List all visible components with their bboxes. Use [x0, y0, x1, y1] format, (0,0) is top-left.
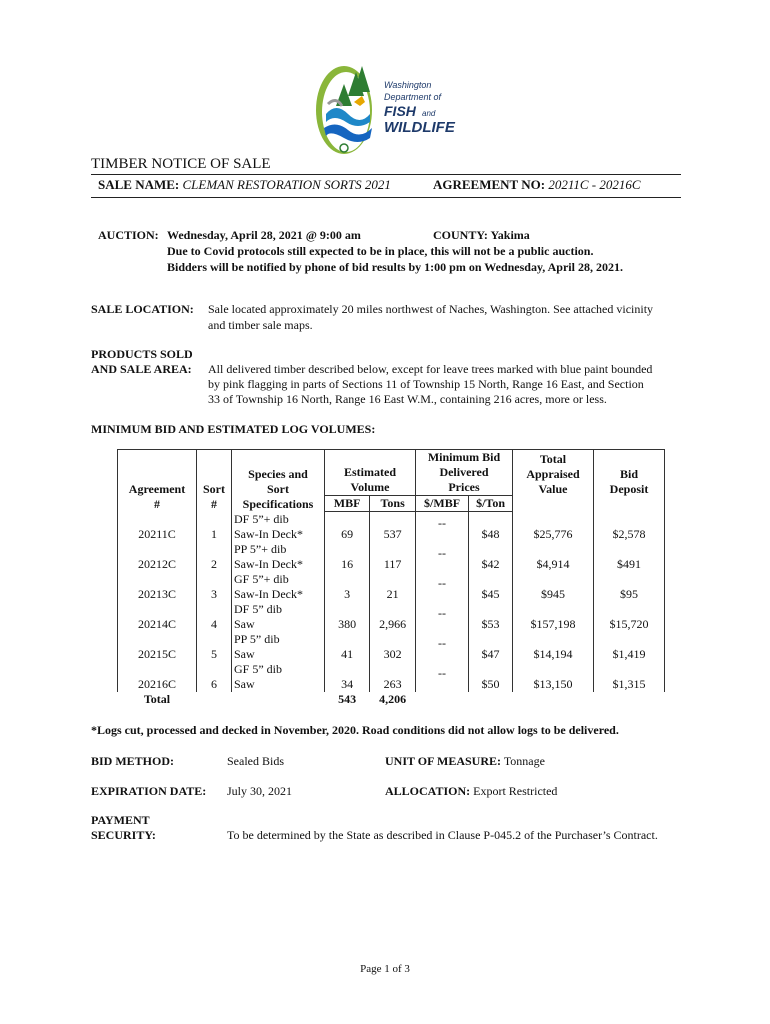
svg-text:Department of: Department of [384, 92, 442, 102]
per-ton-cell: $50 [469, 662, 513, 692]
agreement-cell: 20215C [118, 632, 197, 662]
products-line1: All delivered timber described below, except for leave trees marked with blue paint bounded [208, 362, 653, 376]
per-mbf-cell: -- [416, 512, 469, 542]
header-rule-top [91, 174, 681, 175]
sale-name [98, 177, 391, 193]
total-value-cell: $14,194 [513, 632, 594, 662]
mbf-cell: 16 [325, 542, 370, 572]
page-number: Page 1 of 3 [360, 963, 410, 975]
species-cell: DF 5” dib Saw [232, 602, 325, 632]
col-agreement-header: Agreement # [118, 450, 197, 512]
agreement-cell: 20211C [118, 512, 197, 542]
expiration-label: EXPIRATION DATE: [91, 784, 207, 798]
sale-location-line1: Sale located approximately 20 miles northwest of Naches, Washington. See attached vicinity [208, 302, 654, 316]
sale-location-label: SALE LOCATION: [91, 302, 194, 316]
per-mbf-cell: -- [416, 542, 469, 572]
table-row [118, 602, 665, 632]
log-volume-table [117, 449, 665, 707]
table-row [118, 572, 665, 602]
sale-name-value: CLEMAN RESTORATION SORTS 2021 [182, 177, 391, 192]
species-cell: DF 5”+ dib Saw-In Deck* [232, 512, 325, 542]
table-row [118, 632, 665, 662]
total-value-cell: $157,198 [513, 602, 594, 632]
agreement-cell: 20213C [118, 572, 197, 602]
species-cell: GF 5”+ dib Saw-In Deck* [232, 572, 325, 602]
sale-location-line2: and timber sale maps. [208, 318, 313, 332]
col-species-header: Species and Sort Specifications [232, 450, 325, 512]
per-ton-cell: $42 [469, 542, 513, 572]
agreement-label: AGREEMENT NO: [433, 177, 546, 192]
mbf-cell: 41 [325, 632, 370, 662]
mbf-cell: 3 [325, 572, 370, 602]
header-rule-bottom [91, 197, 681, 198]
sort-cell: 1 [197, 512, 232, 542]
per-mbf-cell: -- [416, 602, 469, 632]
expiration-value: July 30, 2021 [227, 784, 293, 798]
col-mbf-header: MBF [325, 496, 370, 512]
agreement-cell: 20216C [118, 662, 197, 692]
mbf-cell: 69 [325, 512, 370, 542]
per-ton-cell: $47 [469, 632, 513, 662]
col-per-ton-header: $/Ton [469, 496, 513, 512]
per-mbf-cell: -- [416, 572, 469, 602]
mbf-cell: 34 [325, 662, 370, 692]
deposit-cell: $2,578 [594, 512, 665, 542]
min-bid-heading: MINIMUM BID AND ESTIMATED LOG VOLUMES: [91, 422, 376, 436]
auction-label: AUCTION: [98, 228, 159, 242]
per-ton-cell: $48 [469, 512, 513, 542]
per-mbf-cell: -- [416, 632, 469, 662]
sale-name-label: SALE NAME: [98, 177, 180, 192]
svg-text:WILDLIFE: WILDLIFE [384, 119, 455, 136]
allocation [385, 783, 557, 799]
tons-cell: 302 [370, 632, 416, 662]
payment-label-1: PAYMENT [91, 813, 150, 827]
total-value-cell: $4,914 [513, 542, 594, 572]
deposit-cell: $491 [594, 542, 665, 572]
table-row [118, 662, 665, 692]
tons-cell: 117 [370, 542, 416, 572]
tons-cell: 537 [370, 512, 416, 542]
unit-label: UNIT OF MEASURE: [385, 754, 502, 768]
col-per-mbf-header: $/MBF [416, 496, 469, 512]
col-minbid-header: Minimum Bid Delivered Prices [416, 450, 513, 496]
agreement-cell: 20214C [118, 602, 197, 632]
products-label-1: PRODUCTS SOLD [91, 347, 193, 361]
agreement-cell: 20212C [118, 542, 197, 572]
deposit-cell: $1,315 [594, 662, 665, 692]
tons-cell: 21 [370, 572, 416, 602]
products-line3: 33 of Township 16 North, Range 16 East W.M., containing 216 acres, more or less. [208, 392, 607, 406]
sort-cell: 5 [197, 632, 232, 662]
allocation-value: Export Restricted [473, 784, 558, 798]
sort-cell: 2 [197, 542, 232, 572]
total-value-cell: $13,150 [513, 662, 594, 692]
unit-value: Tonnage [503, 754, 545, 768]
wdfw-logo [314, 62, 464, 162]
tons-cell: 263 [370, 662, 416, 692]
total-tons: 4,206 [379, 691, 407, 706]
col-deposit-header: Bid Deposit [594, 450, 665, 512]
sort-cell: 6 [197, 662, 232, 692]
bid-method-value: Sealed Bids [227, 754, 284, 768]
payment-value: To be determined by the State as described in Clause P-045.2 of the Purchaser’s Contract. [227, 828, 658, 842]
svg-text:and: and [422, 109, 436, 118]
payment-label-2: SECURITY: [91, 828, 156, 842]
table-row [118, 512, 665, 542]
bid-method-label: BID METHOD: [91, 754, 175, 768]
logs-note: *Logs cut, processed and decked in November, 2020. Road conditions did not allow logs to be delivered. [91, 723, 619, 737]
allocation-label: ALLOCATION: [385, 784, 471, 798]
table-row [118, 542, 665, 572]
products-label-2: AND SALE AREA: [91, 362, 192, 376]
svg-text:FISH: FISH [384, 103, 416, 119]
col-tons-header: Tons [370, 496, 416, 512]
unit-of-measure [385, 753, 545, 769]
deposit-cell: $1,419 [594, 632, 665, 662]
auction-note-results: Bidders will be notified by phone of bid results by 1:00 pm on Wednesday, April 28, 2021. [167, 260, 623, 274]
species-cell: PP 5” dib Saw [232, 632, 325, 662]
per-ton-cell: $53 [469, 602, 513, 632]
tons-cell: 2,966 [370, 602, 416, 632]
col-total-header: Total Appraised Value [513, 450, 594, 512]
deposit-cell: $15,720 [594, 602, 665, 632]
county: COUNTY: Yakima [433, 228, 530, 242]
species-cell: GF 5” dib Saw [232, 662, 325, 692]
agreement-number [433, 177, 641, 193]
document-title: TIMBER NOTICE OF SALE [91, 156, 271, 172]
col-sort-header: Sort # [197, 450, 232, 512]
total-value-cell: $25,776 [513, 512, 594, 542]
svg-text:Washington: Washington [384, 80, 432, 90]
species-cell: PP 5”+ dib Saw-In Deck* [232, 542, 325, 572]
sort-cell: 4 [197, 602, 232, 632]
wdfw-logo-icon [314, 62, 464, 162]
per-mbf-cell: -- [416, 662, 469, 692]
per-ton-cell: $45 [469, 572, 513, 602]
auction-date: Wednesday, April 28, 2021 @ 9:00 am [167, 228, 361, 242]
mbf-cell: 380 [325, 602, 370, 632]
total-value-cell: $945 [513, 572, 594, 602]
deposit-cell: $95 [594, 572, 665, 602]
total-label: Total [143, 691, 171, 706]
total-mbf: 543 [338, 691, 357, 706]
products-line2: by pink flagging in parts of Sections 11 of Township 15 North, Range 16 East, and Section [208, 377, 644, 391]
col-volume-header: Estimated Volume [325, 450, 416, 496]
agreement-value: 20211C - 20216C [548, 177, 641, 192]
auction-note-covid: Due to Covid protocols still expected to be in place, this will not be a public auction. [167, 244, 594, 258]
sort-cell: 3 [197, 572, 232, 602]
